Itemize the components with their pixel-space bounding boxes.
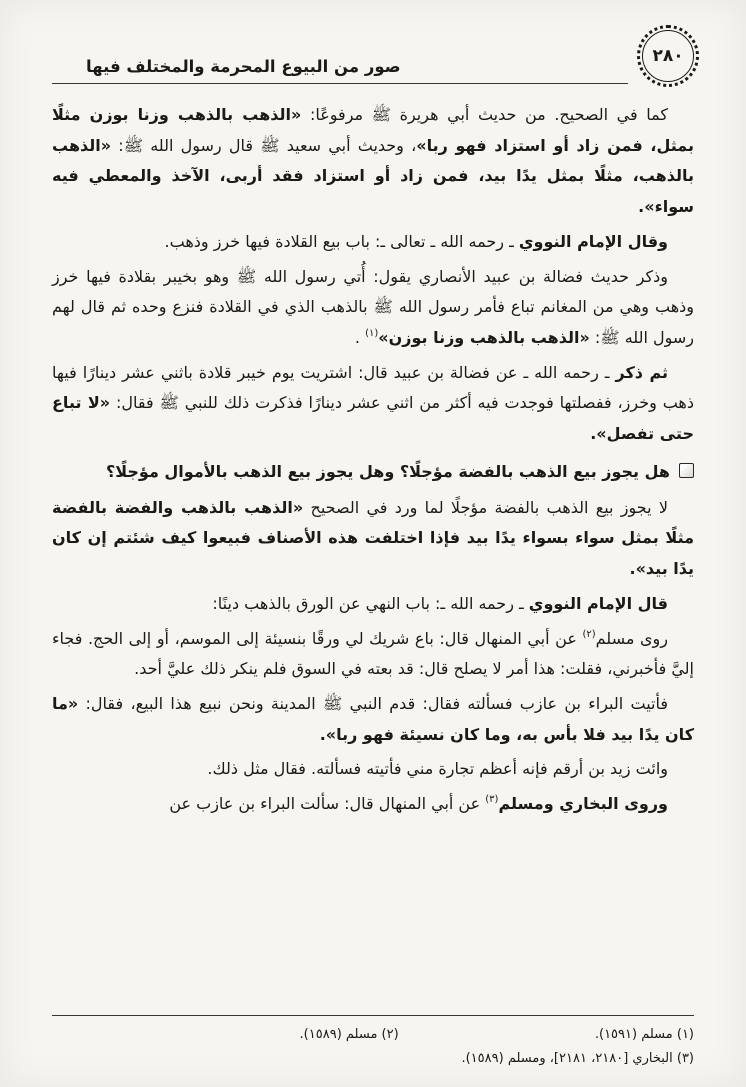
hadith-quote: «الذهب بالذهب وزنا بوزن مثلًا بمثل، فمن زاد أو استزاد فهو ربا» bbox=[52, 105, 694, 155]
question-text: هل يجوز بيع الذهب بالفضة مؤجلًا؟ وهل يجوز بيع الذهب بالأموال مؤجلًا؟ bbox=[105, 461, 670, 481]
paragraph-hadith-gold bbox=[52, 100, 694, 223]
hadith-quote: «الذهب بالذهب، مثلًا بمثل يدًا بيد، فمن زاد أو استزاد فقد أربى، الآخذ والمعطي فيه سواء». bbox=[52, 135, 694, 217]
question-paragraph bbox=[52, 457, 694, 488]
footnote-row bbox=[52, 1047, 694, 1071]
hadith-quote: «لا تباع حتى تفصل». bbox=[52, 393, 694, 444]
text-run: ـ رحمه الله ـ عن فضالة بن عبيد قال: اشتريت يوم خيبر قلادة باثني عشر دينارًا فيها ذهب وخرز، ففصلتها فوجدت فيه أكثر من اثني عشر دينارًا فذكرت ذلك للنبي ﷺ فقال: bbox=[52, 362, 694, 413]
footnote-2: (٢) مسلم (١٥٨٩). bbox=[299, 1026, 399, 1042]
header-rule bbox=[52, 57, 628, 84]
text-run: فأتيت البراء بن عازب فسألته فقال: قدم النبي ﷺ المدينة ونحن نبيع هذا البيع، فقال: bbox=[78, 693, 668, 713]
paragraph-nawawi-chapter bbox=[52, 227, 694, 258]
page-header bbox=[52, 30, 694, 84]
text-run: كما في الصحيح. من حديث أبي هريرة ﷺ مرفوعًا: bbox=[301, 105, 669, 124]
text-run: وذكر حديث فضالة بن عبيد الأنصاري يقول: أُتي رسول الله ﷺ وهو بخيبر بقلادة فيها خرز وذهب وهي من المغانم تباع فأمر رسول الله ﷺ بالذهب الذي في القلادة فنزع وحده ثم قال لهم رسول الله ﷺ: bbox=[52, 266, 694, 348]
paragraph-fadalah-hadith bbox=[52, 262, 694, 354]
lead-phrase: وروى البخاري ومسلم bbox=[498, 794, 668, 814]
footnote-row bbox=[52, 1023, 694, 1047]
paragraph-nawawi-chapter-2 bbox=[52, 589, 694, 620]
footnote-ref-3: (٣) bbox=[485, 794, 499, 806]
text-run: . bbox=[354, 328, 366, 348]
paragraph-bara-narration bbox=[52, 689, 694, 750]
footnote-1: (١) مسلم (١٥٩١). bbox=[594, 1026, 694, 1042]
answer-paragraph bbox=[52, 493, 694, 585]
running-title: صور من البيوع المحرمة والمختلف فيها bbox=[86, 57, 401, 76]
text-run: ـ رحمه الله ـ: باب النهي عن الورق بالذهب دينًا: bbox=[212, 593, 529, 613]
author-name: قال الإمام النووي bbox=[528, 593, 668, 613]
text-run: ، وحديث أبي سعيد ﷺ قال رسول الله ﷺ: bbox=[111, 135, 417, 155]
paragraph-zayd bbox=[52, 754, 694, 785]
paragraph-necklace-story bbox=[52, 358, 694, 450]
hadith-quote: «الذهب بالذهب وزنا بوزن» bbox=[378, 328, 590, 348]
footnote-separator bbox=[52, 1015, 694, 1016]
lead-phrase: ثم ذكر bbox=[615, 362, 669, 382]
hadith-quote: «الذهب بالذهب والفضة بالفضة مثلًا بمثل سواء بسواء يدًا بيد فإذا اختلفت هذه الأصناف فبيعوا كيف شئتم إن كان يدًا بيد». bbox=[52, 497, 694, 579]
author-name: وقال الإمام النووي bbox=[518, 231, 668, 251]
text-run: عن أبي المنهال قال: سألت البراء بن عازب عن bbox=[169, 794, 486, 814]
footnote-3: (٣) البخاري [٢١٨٠، ٢١٨١]، ومسلم (١٥٨٩). bbox=[461, 1050, 694, 1066]
page-number-medallion bbox=[642, 30, 694, 82]
text-run: روى مسلم bbox=[595, 628, 669, 648]
text-run: عن أبي المنهال قال: باع شريك لي ورقًا بنسيئة إلى الموسم، أو إلى الحج. فجاء إليَّ فأخبرني، فقلت: هذا أمر لا يصلح قال: قد بعته في السوق فلم ينكر ذلك عليَّ أحد. bbox=[52, 628, 694, 679]
text-run: وائت زيد بن أرقم فإنه أعظم تجارة مني فأتيته فسألته. فقال مثل ذلك. bbox=[207, 759, 668, 779]
page-number: ٢٨٠ bbox=[652, 46, 684, 66]
footnote-ref-1: (١) bbox=[365, 328, 379, 340]
question-box-icon bbox=[679, 463, 694, 478]
text-run: لا يجوز بيع الذهب بالفضة مؤجلًا لما ورد في الصحيح bbox=[303, 497, 669, 517]
text-run: ـ رحمه الله ـ تعالى ـ: باب بيع القلادة فيها خرز وذهب. bbox=[164, 231, 519, 251]
hadith-quote: «ما كان يدًا بيد فلا بأس به، وما كان نسيئة فهو ربا». bbox=[52, 693, 694, 744]
paragraph-bukhari-muslim bbox=[52, 789, 694, 820]
paragraph-muslim-narration bbox=[52, 624, 694, 685]
page-body bbox=[52, 100, 694, 1015]
footnotes-section bbox=[52, 1015, 694, 1071]
footnote-ref-2: (٢) bbox=[582, 628, 596, 640]
